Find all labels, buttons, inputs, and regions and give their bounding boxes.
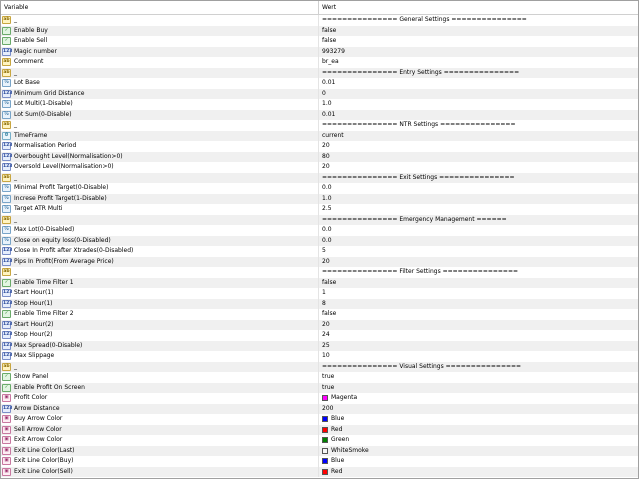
param-value-cell[interactable] xyxy=(319,15,638,26)
param-value-cell[interactable] xyxy=(319,435,638,446)
param-value: 5 xyxy=(322,247,326,254)
table-row[interactable] xyxy=(1,330,638,341)
color-param-icon: ▣ xyxy=(2,394,11,402)
table-row[interactable] xyxy=(1,299,638,310)
param-name-cell[interactable] xyxy=(1,372,319,383)
color-param-icon: ▣ xyxy=(2,426,11,434)
column-header-value[interactable]: Wert xyxy=(322,4,337,11)
color-param-icon: ▣ xyxy=(2,447,11,455)
double-param-icon: ½ xyxy=(2,79,11,87)
param-label: Enable Time Filter 2 xyxy=(14,310,74,317)
table-row[interactable] xyxy=(1,120,638,131)
table-row[interactable] xyxy=(1,267,638,278)
param-value: 80 xyxy=(322,152,330,160)
param-name-cell[interactable] xyxy=(1,152,319,163)
table-row[interactable] xyxy=(1,257,638,268)
param-value: =============== NTR Settings =============== xyxy=(322,121,516,128)
param-value-cell[interactable] xyxy=(319,225,638,236)
param-value: 0.01 xyxy=(322,110,336,118)
table-row[interactable] xyxy=(1,15,638,26)
table-row[interactable] xyxy=(1,162,638,173)
param-name-cell[interactable] xyxy=(1,257,319,268)
table-row[interactable] xyxy=(1,404,638,415)
double-param-icon: ½ xyxy=(2,237,11,245)
string-param-icon: ab xyxy=(3,17,10,23)
table-row[interactable] xyxy=(1,341,638,352)
param-label: _ xyxy=(14,121,17,128)
param-name-cell[interactable] xyxy=(1,78,319,89)
param-name-cell[interactable] xyxy=(1,236,319,247)
table-row[interactable] xyxy=(1,173,638,184)
param-label: Target ATR Multi xyxy=(14,205,63,212)
table-row[interactable] xyxy=(1,89,638,100)
param-value-cell[interactable] xyxy=(319,204,638,215)
table-row[interactable] xyxy=(1,320,638,331)
color-swatch xyxy=(322,469,328,475)
param-name-cell[interactable] xyxy=(1,467,319,478)
param-value: 1.0 xyxy=(322,194,332,202)
param-name-cell[interactable] xyxy=(1,141,319,152)
param-value: 0 xyxy=(322,89,326,97)
table-row[interactable] xyxy=(1,383,638,394)
table-row[interactable] xyxy=(1,215,638,226)
param-label: _ xyxy=(14,173,17,181)
timeframe-param-icon: ⏱ xyxy=(2,132,11,140)
table-header xyxy=(1,1,638,15)
param-name-cell[interactable] xyxy=(1,362,319,373)
param-value-cell[interactable] xyxy=(319,236,638,247)
param-name-cell[interactable] xyxy=(1,47,319,58)
param-value-cell[interactable] xyxy=(319,267,638,278)
param-label: Lot Sum(0-Disable) xyxy=(14,110,72,118)
int-param-icon: 123 xyxy=(3,290,13,296)
param-value-cell[interactable] xyxy=(319,320,638,331)
param-value-cell[interactable] xyxy=(319,257,638,268)
param-value-cell[interactable] xyxy=(319,362,638,373)
string-param-icon: ab xyxy=(3,59,10,65)
param-name-cell[interactable] xyxy=(1,173,319,184)
table-row[interactable] xyxy=(1,236,638,247)
param-value-cell[interactable] xyxy=(319,131,638,142)
param-name-cell[interactable] xyxy=(1,225,319,236)
param-value: WhiteSmoke xyxy=(331,446,369,454)
param-value-cell[interactable] xyxy=(319,425,638,436)
param-value: false xyxy=(322,310,337,317)
color-swatch xyxy=(322,395,328,401)
string-param-icon: ab xyxy=(3,269,10,275)
table-row[interactable] xyxy=(1,414,638,425)
table-row[interactable] xyxy=(1,78,638,89)
int-param-icon: 123 xyxy=(3,342,13,348)
param-label: Stop Hour(1) xyxy=(14,299,53,307)
table-row[interactable] xyxy=(1,47,638,58)
param-value-cell[interactable] xyxy=(319,446,638,457)
table-row[interactable] xyxy=(1,225,638,236)
table-row[interactable] xyxy=(1,246,638,257)
param-value: false xyxy=(322,26,337,34)
param-value-cell[interactable] xyxy=(319,351,638,362)
param-value: 20 xyxy=(322,142,330,149)
param-label: Enable Buy xyxy=(14,26,48,34)
param-label: Max Slippage xyxy=(14,352,55,359)
param-value: br_ea xyxy=(322,58,339,65)
int-param-icon: 123 xyxy=(3,321,13,327)
param-label: Arrow Distance xyxy=(14,404,60,412)
param-value-cell[interactable] xyxy=(319,78,638,89)
param-name-cell[interactable] xyxy=(1,393,319,404)
param-name-cell[interactable] xyxy=(1,330,319,341)
param-value: =============== Exit Settings =============== xyxy=(322,173,515,181)
param-name-cell[interactable] xyxy=(1,15,319,26)
param-label: Max Spread(0-Disable) xyxy=(14,341,83,349)
table-row[interactable] xyxy=(1,435,638,446)
string-param-icon: ab xyxy=(3,216,10,222)
param-name-cell[interactable] xyxy=(1,288,319,299)
param-name-cell[interactable] xyxy=(1,204,319,215)
param-value: 24 xyxy=(322,331,330,338)
table-row[interactable] xyxy=(1,152,638,163)
param-name-cell[interactable] xyxy=(1,309,319,320)
param-label: Overbought Level(Normalisation>0) xyxy=(14,152,123,160)
string-param-icon: ab xyxy=(3,122,10,128)
param-label: Pips In Profit(From Average Price) xyxy=(14,257,114,265)
param-value: Green xyxy=(331,436,350,443)
param-value-cell[interactable] xyxy=(319,288,638,299)
param-label: Lot Base xyxy=(14,79,40,86)
table-row[interactable] xyxy=(1,351,638,362)
double-param-icon: ½ xyxy=(2,184,11,192)
double-param-icon: ½ xyxy=(2,111,11,119)
int-param-icon: 123 xyxy=(3,332,13,338)
param-value-cell[interactable] xyxy=(319,57,638,68)
param-label: Profit Color xyxy=(14,394,48,401)
param-value: Red xyxy=(331,425,343,433)
param-value: 0.0 xyxy=(322,226,332,233)
param-name-cell[interactable] xyxy=(1,246,319,257)
param-label: Max Lot(0-Disabled) xyxy=(14,226,75,233)
param-value-cell[interactable] xyxy=(319,278,638,289)
int-param-icon: 123 xyxy=(3,353,13,359)
table-row[interactable] xyxy=(1,393,638,404)
table-row[interactable] xyxy=(1,57,638,68)
param-value: 993279 xyxy=(322,47,345,55)
table-row[interactable] xyxy=(1,204,638,215)
param-value: false xyxy=(322,37,337,44)
param-label: Start Hour(1) xyxy=(14,289,54,296)
color-param-icon: ▣ xyxy=(2,415,11,423)
param-value-cell[interactable] xyxy=(319,194,638,205)
int-param-icon: 123 xyxy=(3,258,13,264)
bool-param-icon: ✓ xyxy=(2,27,11,35)
param-label: Increse Profit Target(1-Disable) xyxy=(14,194,107,202)
param-value: 20 xyxy=(322,163,330,170)
int-param-icon: 123 xyxy=(3,143,13,149)
param-name-cell[interactable] xyxy=(1,404,319,415)
param-name-cell[interactable] xyxy=(1,36,319,47)
param-value: 10 xyxy=(322,352,330,359)
param-value-cell[interactable] xyxy=(319,372,638,383)
param-name-cell[interactable] xyxy=(1,299,319,310)
param-value: 20 xyxy=(322,257,330,265)
param-name-cell[interactable] xyxy=(1,120,319,131)
color-param-icon: ▣ xyxy=(2,436,11,444)
param-value: 25 xyxy=(322,341,330,349)
param-value: 0.0 xyxy=(322,184,332,191)
table-row[interactable] xyxy=(1,288,638,299)
param-value: Blue xyxy=(331,415,345,422)
table-row[interactable] xyxy=(1,68,638,79)
param-value-cell[interactable] xyxy=(319,467,638,478)
param-value: 20 xyxy=(322,320,330,328)
param-name-cell[interactable] xyxy=(1,110,319,121)
table-row[interactable] xyxy=(1,467,638,478)
table-row[interactable] xyxy=(1,446,638,457)
param-value-cell[interactable] xyxy=(319,99,638,110)
param-label: Sell Arrow Color xyxy=(14,425,62,433)
param-value: Magenta xyxy=(331,394,358,401)
bool-param-icon: ✓ xyxy=(2,310,11,318)
param-label: _ xyxy=(14,215,17,223)
table-row[interactable] xyxy=(1,99,638,110)
param-label: Lot Multi(1-Disable) xyxy=(14,100,73,107)
int-param-icon: 123 xyxy=(3,164,13,170)
double-param-icon: ½ xyxy=(2,205,11,213)
param-value-cell[interactable] xyxy=(319,120,638,131)
param-value-cell[interactable] xyxy=(319,152,638,163)
param-value-cell[interactable] xyxy=(319,414,638,425)
param-value: Blue xyxy=(331,457,345,464)
param-label: Buy Arrow Color xyxy=(14,415,63,422)
param-value-cell[interactable] xyxy=(319,393,638,404)
param-name-cell[interactable] xyxy=(1,183,319,194)
param-name-cell[interactable] xyxy=(1,414,319,425)
bool-param-icon: ✓ xyxy=(2,384,11,392)
param-label: Oversold Level(Normalisation>0) xyxy=(14,163,114,170)
param-name-cell[interactable] xyxy=(1,446,319,457)
param-label: Show Panel xyxy=(14,373,49,380)
param-label: Magic number xyxy=(14,47,57,55)
param-value: =============== Emergency Management ====== xyxy=(322,215,507,223)
param-label: TimeFrame xyxy=(14,131,48,139)
param-label: _ xyxy=(14,68,17,76)
table-row[interactable] xyxy=(1,194,638,205)
table-body xyxy=(1,15,638,477)
param-value: 0.0 xyxy=(322,236,332,244)
param-value-cell[interactable] xyxy=(319,330,638,341)
param-label: Close on equity loss(0-Disabled) xyxy=(14,236,111,244)
string-param-icon: ab xyxy=(3,69,10,75)
table-row[interactable] xyxy=(1,36,638,47)
param-value-cell[interactable] xyxy=(319,383,638,394)
param-label: Enable Time Filter 1 xyxy=(14,278,74,286)
param-value: =============== Visual Settings =============== xyxy=(322,362,522,370)
int-param-icon: 123 xyxy=(3,248,13,254)
param-label: Enable Sell xyxy=(14,37,48,44)
bool-param-icon: ✓ xyxy=(2,279,11,287)
param-label: _ xyxy=(14,16,17,23)
param-name-cell[interactable] xyxy=(1,278,319,289)
param-value-cell[interactable] xyxy=(319,341,638,352)
double-param-icon: ½ xyxy=(2,226,11,234)
param-value-cell[interactable] xyxy=(319,26,638,37)
param-name-cell[interactable] xyxy=(1,162,319,173)
param-label: Stop Hour(2) xyxy=(14,331,53,338)
param-value: 0.01 xyxy=(322,79,336,86)
color-swatch xyxy=(322,416,328,422)
param-value: true xyxy=(322,373,335,380)
param-value-cell[interactable] xyxy=(319,162,638,173)
param-value-cell[interactable] xyxy=(319,309,638,320)
param-name-cell[interactable] xyxy=(1,341,319,352)
int-param-icon: 123 xyxy=(3,48,13,54)
param-name-cell[interactable] xyxy=(1,99,319,110)
param-label: Minimal Profit Target(0-Disable) xyxy=(14,184,109,191)
param-label: _ xyxy=(14,268,17,275)
string-param-icon: ab xyxy=(3,363,10,369)
param-value: 1 xyxy=(322,289,326,296)
param-value: 8 xyxy=(322,299,326,307)
table-row[interactable] xyxy=(1,425,638,436)
table-row[interactable] xyxy=(1,372,638,383)
param-name-cell[interactable] xyxy=(1,89,319,100)
param-name-cell[interactable] xyxy=(1,383,319,394)
param-value: 1.0 xyxy=(322,100,332,107)
param-value: =============== Entry Settings =============== xyxy=(322,68,520,76)
param-label: Normalisation Period xyxy=(14,142,77,149)
int-param-icon: 123 xyxy=(3,153,13,159)
param-value-cell[interactable] xyxy=(319,183,638,194)
param-name-cell[interactable] xyxy=(1,320,319,331)
string-param-icon: ab xyxy=(3,174,10,180)
param-name-cell[interactable] xyxy=(1,351,319,362)
param-value-cell[interactable] xyxy=(319,246,638,257)
param-value: true xyxy=(322,383,335,391)
param-value: =============== Filter Settings =============== xyxy=(322,268,519,275)
double-param-icon: ½ xyxy=(2,195,11,203)
int-param-icon: 123 xyxy=(3,90,13,96)
param-name-cell[interactable] xyxy=(1,215,319,226)
param-value-cell[interactable] xyxy=(319,110,638,121)
param-value-cell[interactable] xyxy=(319,215,638,226)
param-value: =============== General Settings =============== xyxy=(322,16,527,23)
param-name-cell[interactable] xyxy=(1,435,319,446)
param-value-cell[interactable] xyxy=(319,404,638,415)
param-label: Exit Line Color(Buy) xyxy=(14,457,74,464)
param-label: Comment xyxy=(14,58,44,65)
param-value: 2.5 xyxy=(322,205,332,212)
param-name-cell[interactable] xyxy=(1,194,319,205)
param-value: 200 xyxy=(322,404,334,412)
table-row[interactable] xyxy=(1,26,638,37)
param-value-cell[interactable] xyxy=(319,141,638,152)
param-name-cell[interactable] xyxy=(1,26,319,37)
param-value-cell[interactable] xyxy=(319,456,638,467)
param-name-cell[interactable] xyxy=(1,68,319,79)
param-name-cell[interactable] xyxy=(1,131,319,142)
color-param-icon: ▣ xyxy=(2,457,11,465)
color-swatch xyxy=(322,437,328,443)
param-name-cell[interactable] xyxy=(1,425,319,436)
table-row[interactable] xyxy=(1,141,638,152)
color-param-icon: ▣ xyxy=(2,468,11,476)
table-row[interactable] xyxy=(1,110,638,121)
param-value-cell[interactable] xyxy=(319,47,638,58)
param-label: Exit Arrow Color xyxy=(14,436,63,443)
int-param-icon: 123 xyxy=(3,300,13,306)
param-value: false xyxy=(322,278,337,286)
table-row[interactable] xyxy=(1,131,638,142)
param-value-cell[interactable] xyxy=(319,36,638,47)
param-value-cell[interactable] xyxy=(319,173,638,184)
param-label: Exit Line Color(Sell) xyxy=(14,467,73,475)
table-row[interactable] xyxy=(1,183,638,194)
param-label: _ xyxy=(14,362,17,370)
table-row[interactable] xyxy=(1,278,638,289)
color-swatch xyxy=(322,448,328,454)
param-value-cell[interactable] xyxy=(319,89,638,100)
bool-param-icon: ✓ xyxy=(2,37,11,45)
double-param-icon: ½ xyxy=(2,100,11,108)
param-label: Start Hour(2) xyxy=(14,320,54,328)
table-row[interactable] xyxy=(1,309,638,320)
table-row[interactable] xyxy=(1,362,638,373)
color-swatch xyxy=(322,427,328,433)
param-value: current xyxy=(322,131,344,139)
param-value-cell[interactable] xyxy=(319,68,638,79)
param-label: Close In Profit after Xtrades(0-Disabled) xyxy=(14,247,134,254)
int-param-icon: 123 xyxy=(3,405,13,411)
color-swatch xyxy=(322,458,328,464)
column-header-variable[interactable]: Variable xyxy=(1,1,319,14)
param-value: Red xyxy=(331,467,343,475)
param-name-cell[interactable] xyxy=(1,267,319,278)
param-label: Minimum Grid Distance xyxy=(14,89,85,97)
param-name-cell[interactable] xyxy=(1,57,319,68)
bool-param-icon: ✓ xyxy=(2,373,11,381)
table-row[interactable] xyxy=(1,456,638,467)
param-name-cell[interactable] xyxy=(1,456,319,467)
param-value-cell[interactable] xyxy=(319,299,638,310)
param-label: Exit Line Color(Last) xyxy=(14,446,75,454)
param-label: Enable Profit On Screen xyxy=(14,383,85,391)
